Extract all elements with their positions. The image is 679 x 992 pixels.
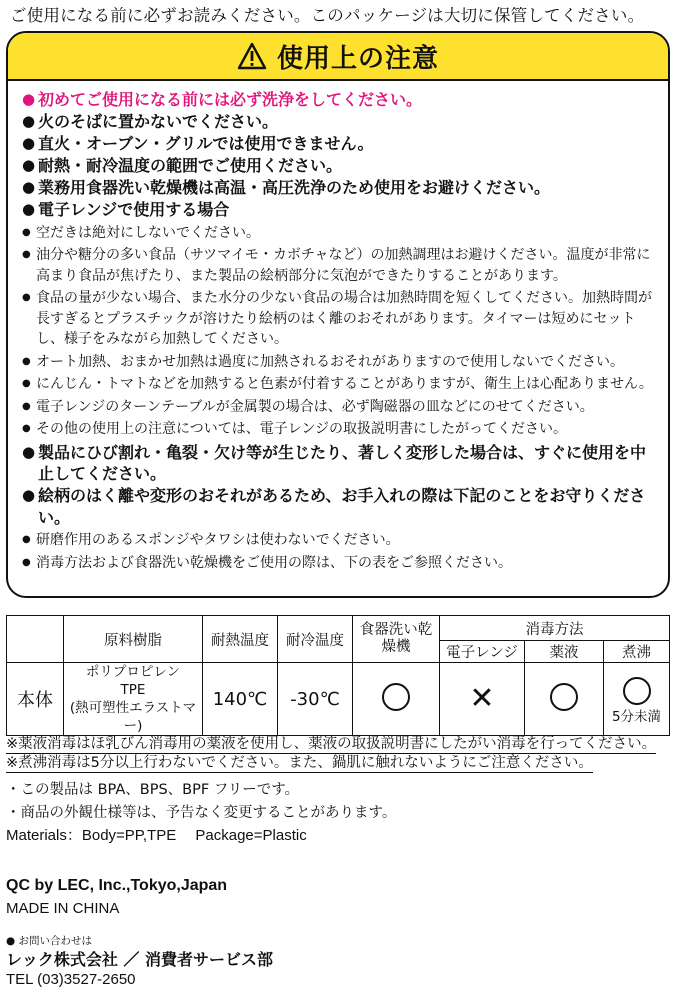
caution-item: ● 火のそばに置かないでください。 xyxy=(22,111,656,133)
caution-item: ● 製品にひび割れ・亀裂・欠け等が生じたり、著しく変形した場合は、すぐに使用を中止してください。 xyxy=(22,442,656,485)
header-microwave: 電子レンジ xyxy=(440,641,525,663)
caution-item: ● 電子レンジで使用する場合 xyxy=(22,199,656,221)
header-cold: 耐冷温度 xyxy=(278,616,353,663)
top-note: ご使用になる前に必ずお読みください。このパッケージは大切に保管してください。 xyxy=(10,6,645,25)
telephone: TEL (03)3527-2650 xyxy=(6,971,136,988)
circle-ok-icon xyxy=(550,683,578,711)
material-cell xyxy=(64,663,203,736)
boil-cell xyxy=(604,663,670,736)
caution-item: ● 業務用食器洗い乾燥機は高温・高圧洗浄のため使用をお避けください。 xyxy=(22,177,656,199)
microwave-ng-cell xyxy=(440,663,525,736)
cold-value: -30℃ xyxy=(278,663,353,736)
header-boil: 煮沸 xyxy=(604,641,670,663)
caution-item: ● 電子レンジのターンテーブルが金属製の場合は、必ず陶磁器の皿などにのせてください。 xyxy=(22,397,656,418)
circle-ok-icon xyxy=(623,677,651,705)
row-label: 本体 xyxy=(7,663,64,736)
table-corner xyxy=(7,616,64,663)
materials-note: Materials：Body=PP,TPE Package=Plastic xyxy=(6,827,307,844)
header-heat: 耐熱温度 xyxy=(203,616,278,663)
warning-icon xyxy=(237,42,267,70)
header-chemical: 薬液 xyxy=(525,641,604,663)
caution-header xyxy=(8,33,668,81)
spec-table xyxy=(6,615,670,736)
origin: MADE IN CHINA xyxy=(6,900,120,917)
caution-item: ● 耐熱・耐冷温度の範囲でご使用ください。 xyxy=(22,155,656,177)
header-material: 原料樹脂 xyxy=(64,616,203,663)
caution-item: ● 初めてご使用になる前には必ず洗浄をしてください。 xyxy=(22,89,656,111)
boil-note: 5分未満 xyxy=(611,709,662,725)
cross-ng-icon: ✕ xyxy=(469,681,495,716)
caution-box xyxy=(6,31,670,598)
header-dishwasher: 食器洗い乾燥機 xyxy=(353,616,440,663)
material-2: TPE xyxy=(120,682,146,698)
contact-label: ● お問い合わせは xyxy=(6,935,92,947)
chemical-ok-cell xyxy=(525,663,604,736)
caution-title: 使用上の注意 xyxy=(276,43,439,74)
circle-ok-icon xyxy=(382,683,410,711)
caution-item: ● オート加熱、おまかせ加熱は過度に加熱されるおそれがありますので使用しないでください。 xyxy=(22,352,656,373)
header-disinfect: 消毒方法 xyxy=(440,616,670,641)
caution-item: ● 油分や糖分の多い食品（サツマイモ・カボチャなど）の加熱調理はお避けください。温度が非常に高まり食品が焦げたり、また製品の絵柄部分に気泡ができたりすることがあります。 xyxy=(22,245,656,286)
caution-list xyxy=(8,81,668,573)
caution-item: ● 直火・オーブン・グリルでは使用できません。 xyxy=(22,133,656,155)
caution-item: ● 空だきは絶対にしないでください。 xyxy=(22,223,656,244)
spec-change-note: ・商品の外観仕様等は、予告なく変更することがあります。 xyxy=(6,805,397,821)
dishwasher-ok-cell xyxy=(353,663,440,736)
material-1: ポリプロピレン xyxy=(85,664,181,680)
caution-item: ● 研磨作用のあるスポンジやタワシは使わないでください。 xyxy=(22,530,656,551)
caution-item: ● 食品の量が少ない場合、また水分の少ない食品の場合は加熱時間を短くしてください。加熱時間が長すぎるとプラスチックが溶けたり絵柄のはく離のおそれがあります。タイマーは短めにセットし、様子をみながら加熱してください。 xyxy=(22,288,656,350)
department: レック株式会社 ／ 消費者サービス部 xyxy=(6,950,273,969)
boil-note-text: ※煮沸消毒は5分以上行わないでください。また、鍋肌に触れないようにご注意ください。 xyxy=(6,751,593,773)
heat-value: 140℃ xyxy=(203,663,278,736)
chemical-note: ※薬液消毒はほ乳びん消毒用の薬液を使用し、薬液の取扱説明書にしたがい消毒を行ってください。 xyxy=(6,732,656,754)
bpa-note: ・この製品は BPA、BPS、BPF フリーです。 xyxy=(6,782,300,798)
company-name: QC by LEC, Inc.,Tokyo,Japan xyxy=(6,877,228,894)
caution-item: ● 消毒方法および食器洗い乾燥機をご使用の際は、下の表をご参照ください。 xyxy=(22,553,656,574)
caution-item: ● その他の使用上の注意については、電子レンジの取扱説明書にしたがってください。 xyxy=(22,419,656,440)
caution-item: ● 絵柄のはく離や変形のおそれがあるため、お手入れの際は下記のことをお守りください。 xyxy=(22,485,656,528)
material-3: (熱可塑性エラストマー) xyxy=(69,700,197,734)
caution-item: ● にんじん・トマトなどを加熱すると色素が付着することがありますが、衛生上は心配ありません。 xyxy=(22,374,656,395)
